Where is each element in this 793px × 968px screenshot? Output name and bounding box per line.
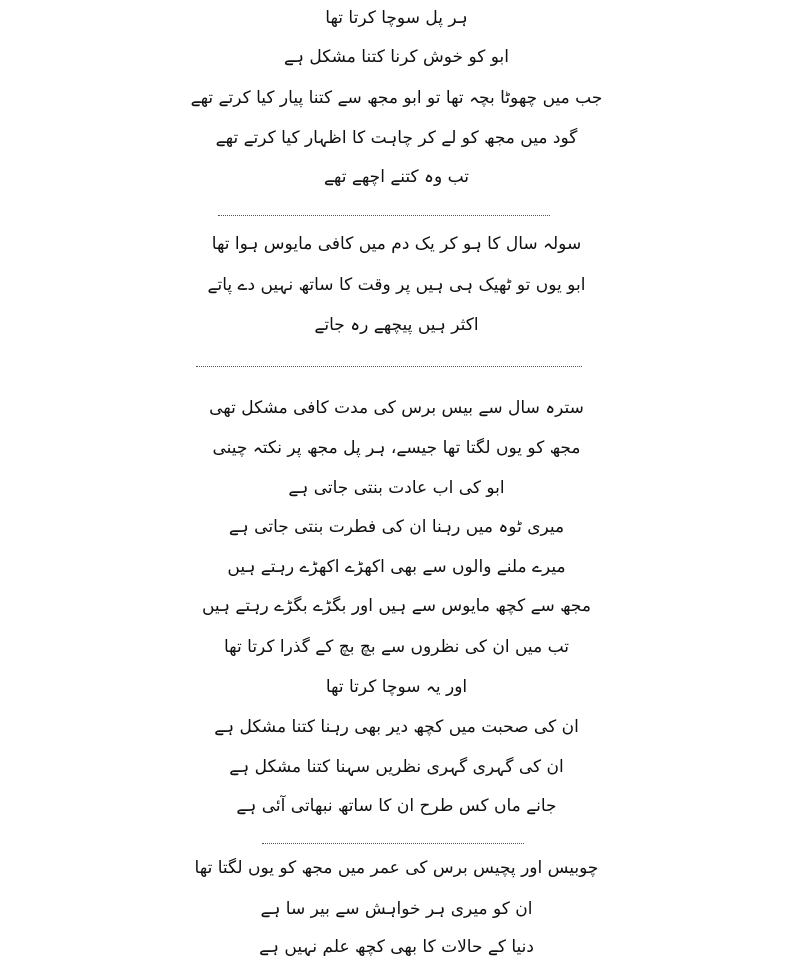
stanza-divider — [218, 215, 550, 216]
poem-line: ابو کی اب عادت بنتی جاتی ہے — [288, 478, 505, 498]
poem-line: چوبیس اور پچیس برس کی عمر میں مجھ کو یوں لگتا تھا — [194, 858, 599, 878]
poem-line: مجھ کو یوں لگتا تھا جیسے، ہر پل مجھ پر نکتہ چینی — [212, 438, 581, 458]
poem-line: میرے ملنے والوں سے بھی اکھڑے اکھڑے رہتے ہیں — [227, 557, 566, 577]
poem-line: مجھ سے کچھ مایوس سے ہیں اور بگڑے بگڑے رہتے ہیں — [201, 596, 592, 616]
poem-line: گود میں مجھ کو لے کر چاہت کا اظہار کیا کرتے تھے — [215, 128, 578, 148]
poem-line: ان کی گہری گہری نظریں سہنا کتنا مشکل ہے — [229, 757, 564, 777]
poem-line: ان کی صحبت میں کچھ دیر بھی رہنا کتنا مشکل ہے — [214, 717, 579, 737]
poem-line: دنیا کے حالات کا بھی کچھ علم نہیں ہے — [259, 937, 534, 957]
poem-line: جب میں چھوٹا بچہ تھا تو ابو مجھ سے کتنا پیار کیا کرتے تھے — [190, 88, 603, 108]
poem-line: سولہ سال کا ہو کر یک دم میں کافی مایوس ہوا تھا — [211, 234, 582, 254]
poem-line: ابو کو خوش کرنا کتنا مشکل ہے — [284, 47, 509, 67]
stanza-divider — [196, 366, 582, 367]
poem-line: ان کو میری ہر خواہش سے بیر سا ہے — [260, 899, 533, 919]
poem-line: ابو یوں تو ٹھیک ہی ہیں پر وقت کا ساتھ نہیں دے پاتے — [207, 275, 586, 295]
stanza-divider — [262, 843, 524, 844]
poem-line: میری ٹوہ میں رہنا ان کی فطرت بنتی جاتی ہے — [228, 517, 565, 537]
poem-line: سترہ سال سے بیس برس کی مدت کافی مشکل تھی — [209, 398, 584, 418]
poem-line: تب میں ان کی نظروں سے بچ بچ کے گذرا کرتا تھا — [223, 637, 569, 657]
poem-line: اور یہ سوچا کرتا تھا — [325, 677, 468, 697]
poem-line: اکثر ہیں پیچھے رہ جاتے — [314, 315, 479, 335]
poem-line: جانے ماں کس طرح ان کا ساتھ نبھاتی آئی ہے — [236, 796, 557, 816]
poem-line: تب وہ کتنے اچھے تھے — [323, 167, 470, 187]
poem-line: ہر پل سوچا کرتا تھا — [325, 8, 468, 28]
